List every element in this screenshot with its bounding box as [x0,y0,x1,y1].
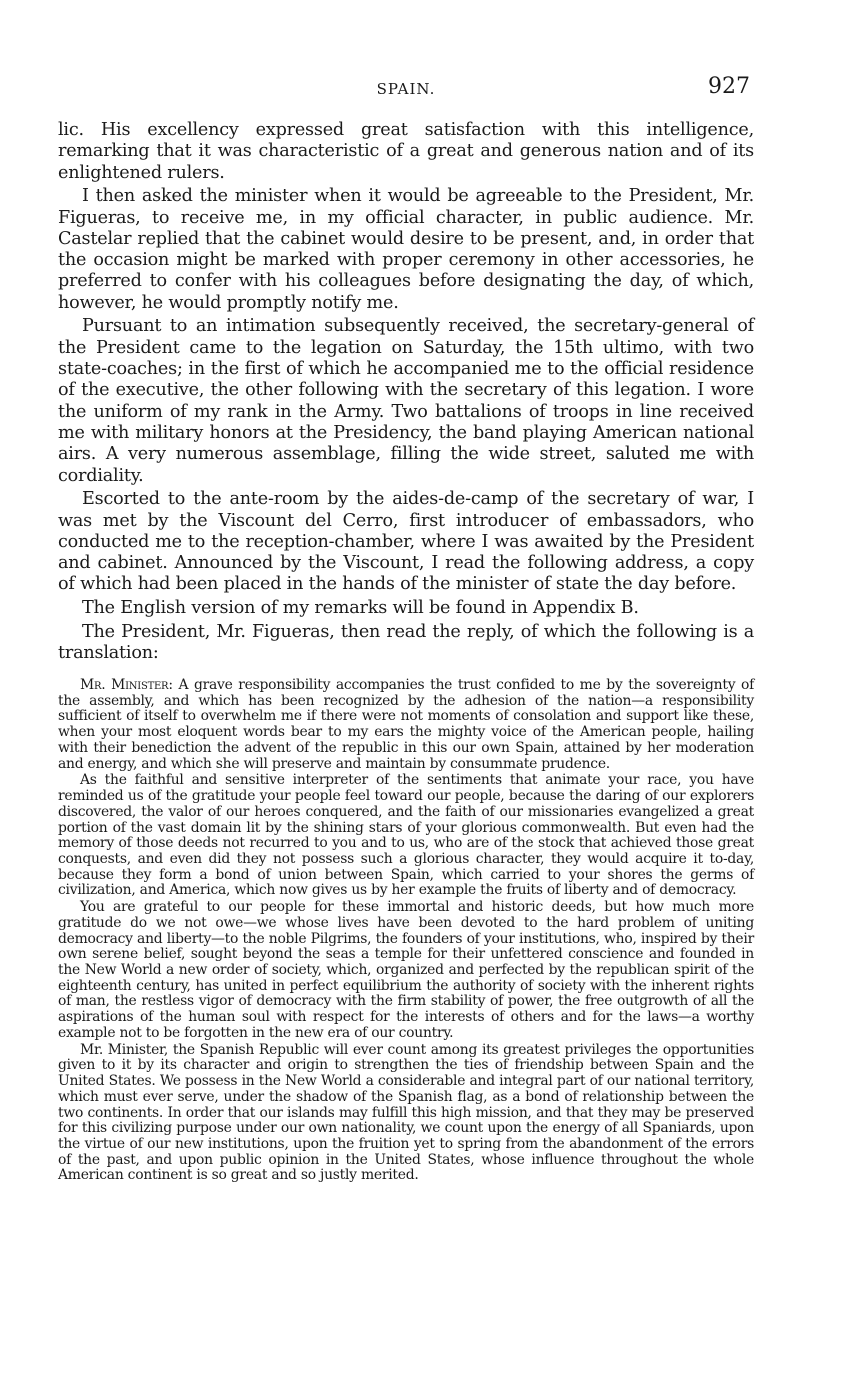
page-number: 927 [708,74,750,99]
reply-salutation: Mr. Minister: [80,677,173,693]
body-paragraph: I then asked the minister when it would be agreeable to the President, Mr. Figueras, to receive me, in my official character, in public audience. Mr. Castelar replied that the cabinet would desire to be present, and, in order that the occasion might be marked with proper ceremony in other accessories, he preferred to confer with his colleagues before designating the day, of which, however, he would promptly notify me. [58,186,754,313]
reply-paragraph: Mr. Minister, the Spanish Republic will ever count among its greatest privileges the opportunities given to it by its character and origin to strengthen the ties of friendship between Spain and the United States. We possess in the New World a considerable and integral part of our national territory, which must ever serve, under the shadow of the Spanish flag, as a bond of relationship between the two continents. In order that our islands may fulfill this high mission, and that they may be preserved for this civilizing purpose under our own nationality, we count upon the energy of all Spaniards, upon the virtue of our new institutions, upon the fruition yet to spring from the abandonment of the errors of the past, and upon public opinion in the United States, whose influence throughout the whole American continent is so great and so justly merited. [58,1041,754,1184]
running-header [58,74,754,104]
reply-paragraph: As the faithful and sensitive interpreter of the sentiments that animate your race, you have reminded us of the gratitude your people feel toward our people, because the daring of our explorers discovered, the valor of our heroes conquered, and the faith of our missionaries evangelized a great portion of the vast domain lit by the shining stars of your glorious commonwealth. But even had the memory of those deeds not recurred to you and to us, who are of the stock that achieved those great conquests, and even did they not possess such a glorious character, they would acquire it to-day, because they form a bond of union between Spain, which carried to your shores the germs of civilization, and America, which now gives us by her example the fruits of liberty and of democracy. [58,772,754,899]
body-paragraph: The English version of my remarks will be found in Appendix B. [82,598,639,619]
body-paragraph: Escorted to the ante-room by the aides-de-camp of the secretary of war, I was met by the Viscount del Cerro, first introducer of embassadors, who conducted me to the reception-chamber, where I was awaited by the President and cabinet. Announced by the Viscount, I read the following address, a copy of which had been placed in the hands of the minister of state the day before. [58,489,754,595]
reply-paragraph [58,678,754,772]
reply-paragraph: You are grateful to our people for these immortal and historic deeds, but how much more gratitude do we not owe—we whose lives have been devoted to the hard problem of uniting democracy and liberty—to the noble Pilgrims, the founders of your institutions, who, inspired by their own serene belief, sought beyond the seas a temple for their unfettered conscience and founded in the New World a new order of society, which, organized and perfected by the republican spirit of the eighteenth century, has united in perfect equilibrium the authority of society with the inherent rights of man, the restless vigor of democracy with the firm stability of power, the free outgrowth of all the aspirations of the human soul with respect for the interests of others and for the laws—a worthy example not to be forgotten in the new era of our country. [58,899,754,1041]
header-title: SPAIN. [376,80,436,98]
body-paragraph: The President, Mr. Figueras, then read the reply, of which the following is a translation: [58,621,754,664]
body-paragraph: lic. His excellency expressed great satisfaction with this intelligence, remarking that it was characteristic of a great and generous nation and of its enlightened rulers. [58,120,754,183]
reply-first-text: A grave responsibility accompanies the trust confided to me by the sovereignty of the assembly, and which has been recognized by the adhesion of the nation—a responsibility sufficient of itself to overwhelm me if there were not moments of consolation and support like these, when your most eloquent words bear to my ears the mighty voice of the American people, hailing with their benediction the advent of the republic in this our own Spain, attained by her moderation and energy, and which she will preserve and maintain by consummate prudence. [58,677,754,772]
body-text [58,120,754,667]
body-paragraph: Pursuant to an intimation subsequently received, the secretary-general of the President came to the legation on Saturday, the 15th ultimo, with two state-coaches; in the first of which he accompanied me to the official residence of the executive, the other following with the secretary of this legation. I wore the uniform of my rank in the Army. Two battalions of troops in line received me with military honors at the Presidency, the band playing American national airs. A very numerous assemblage, filling the wide street, saluted me with cordiality. [58,316,754,486]
president-reply [58,678,754,1185]
